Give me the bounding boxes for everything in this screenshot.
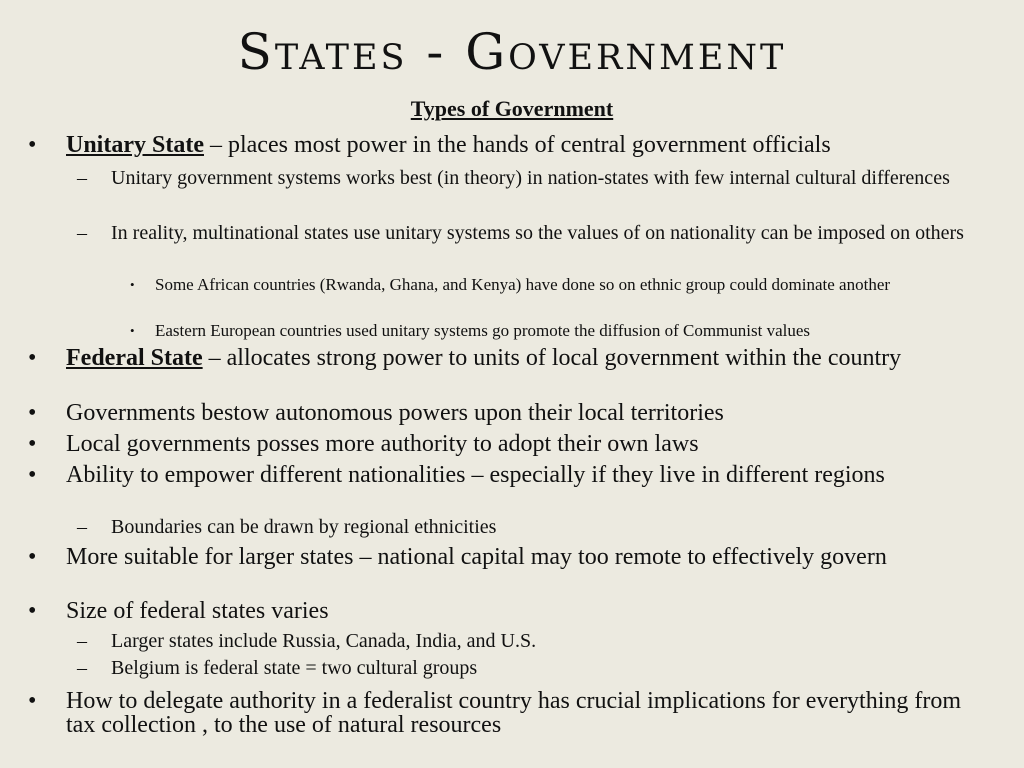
bullet-text: In reality, multinational states use unitary systems so the values of on nationality can be imposed on others: [111, 222, 964, 244]
bullet-text: Larger states include Russia, Canada, India, and U.S.: [111, 630, 537, 652]
dash-marker: –: [77, 657, 87, 679]
term-unitary-state: Unitary State: [66, 132, 204, 158]
term-federal-state: Federal State: [66, 345, 203, 371]
bullet-marker: •: [28, 132, 37, 158]
dash-marker: –: [77, 222, 87, 244]
bullet: [28, 462, 976, 488]
bullet-text: Eastern European countries used unitary systems go promote the diffusion of Communist values: [155, 321, 811, 340]
sub-sub-bullet: [130, 275, 985, 295]
bullet-text: Unitary government systems works best (in theory) in nation-states with few internal cultural differences: [111, 167, 950, 189]
bullet-text: Boundaries can be drawn by regional ethnicities: [111, 516, 497, 538]
bullet-marker: •: [28, 400, 37, 426]
slide-title: States - Government: [237, 23, 787, 81]
dash-marker: –: [77, 516, 87, 538]
bullet-text: How to delegate authority in a federalist country has crucial implications for everything from tax collection , to the use of natural resources: [66, 688, 962, 738]
bullet-marker: •: [28, 544, 37, 570]
bullet-text: Some African countries (Rwanda, Ghana, and Kenya) have done so on ethnic group could dominate another: [155, 275, 891, 294]
sub-sub-bullet: [130, 321, 1005, 341]
bullet: [28, 688, 966, 738]
bullet-text: Belgium is federal state = two cultural groups: [111, 657, 478, 679]
bullet-marker: •: [28, 431, 37, 457]
bullet: [28, 598, 996, 624]
bullet-text: – allocates strong power to units of local government within the country: [202, 345, 902, 371]
bullet-marker: •: [130, 277, 135, 292]
bullet-marker: •: [28, 598, 37, 624]
dash-marker: –: [77, 167, 87, 189]
bullet: [28, 544, 976, 570]
dash-marker: –: [77, 630, 87, 652]
bullet-unitary-state: [28, 132, 996, 158]
bullet-marker: •: [28, 345, 37, 371]
bullet-text: Ability to empower different nationalities – especially if they live in different regions: [66, 462, 885, 488]
bullet-marker: •: [28, 688, 37, 714]
bullet-text: More suitable for larger states – national capital may too remote to effectively govern: [66, 544, 887, 570]
bullet: [28, 400, 996, 426]
bullet-text: Size of federal states varies: [66, 598, 329, 624]
bullet-federal-state: [28, 345, 976, 371]
bullet-text: – places most power in the hands of central government officials: [203, 132, 831, 158]
bullet-text: Governments bestow autonomous powers upon their local territories: [66, 400, 724, 426]
sub-bullet: [77, 516, 1001, 539]
bullet-text: Local governments posses more authority to adopt their own laws: [66, 431, 699, 457]
bullet-marker: •: [130, 323, 135, 338]
bullet-marker: •: [28, 462, 37, 488]
sub-bullet: [77, 630, 1001, 653]
slide-subtitle: Types of Government: [410, 96, 614, 121]
sub-bullet: [77, 657, 1001, 680]
bullet: [28, 431, 996, 457]
sub-bullet: [77, 167, 1001, 190]
sub-bullet: [77, 222, 1001, 245]
